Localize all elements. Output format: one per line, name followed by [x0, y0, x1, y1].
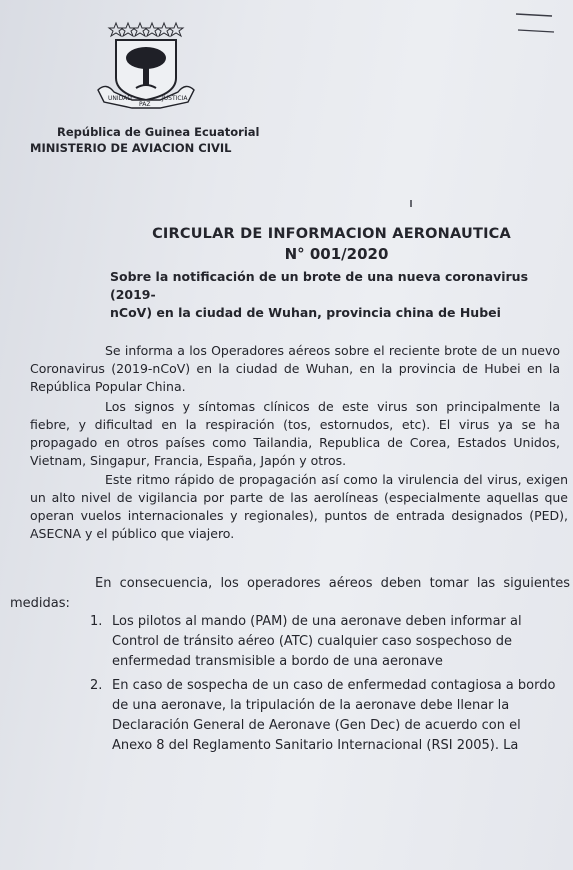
- paragraph-measures-intro: [10, 574, 570, 614]
- paragraph-vigilance: [30, 471, 568, 543]
- issuer-block: [30, 124, 290, 156]
- paragraph-text: Los signos y síntomas clínicos de este virus son principalmente la fiebre, y dificultad en la respiración (tos, estornudos, etc). El virus ya se ha propagado en otros países como Tailandia, Republica de Corea, Estados Unidos, Vietnam, Singapur, Francia, España, Japón y otros.: [30, 399, 560, 468]
- ministry-name: MINISTERIO DE AVIACION CIVIL: [30, 141, 232, 155]
- circular-subject: [110, 268, 558, 322]
- paragraph-text: Este ritmo rápido de propagación así como la virulencia del virus, exigen un alto nivel de vigilancia por parte de las aerolíneas (especialmente aquellas que operan vuelos internacionales y regionales), puntos de entrada designados (PED), ASECNA y el público que viajero.: [30, 472, 568, 541]
- paragraph-outbreak-notice: [30, 342, 560, 396]
- svg-text:UNIDAD: UNIDAD: [108, 95, 132, 102]
- list-item: [90, 612, 573, 672]
- list-item-line: Declaración General de Aeronave (Gen Dec) de acuerdo con el: [112, 718, 521, 733]
- list-item-line: En caso de sospecha de un caso de enfermedad contagiosa a bordo: [112, 678, 556, 693]
- coat-of-arms-icon: [92, 20, 198, 110]
- list-item: [90, 676, 573, 756]
- paragraph-text: En consecuencia, los operadores aéreos deben tomar las siguientes medidas:: [10, 576, 570, 611]
- list-item-line: Anexo 8 del Reglamento Sanitario Internacional (RSI 2005). La: [112, 738, 519, 753]
- circular-number: N° 001/2020: [284, 245, 389, 263]
- list-item-line: Los pilotos al mando (PAM) de una aeronave deben informar al: [112, 614, 522, 629]
- paragraph-symptoms: [30, 398, 560, 470]
- circular-title: CIRCULAR DE INFORMACION AERONAUTICA: [152, 226, 511, 242]
- list-item-number: 2.: [90, 678, 103, 693]
- subject-line: nCoV) en la ciudad de Wuhan, provincia china de Hubei: [110, 305, 501, 320]
- list-item-line: de una aeronave, la tripulación de la aeronave debe llenar la: [112, 698, 510, 713]
- country-name: República de Guinea Ecuatorial: [57, 125, 260, 139]
- list-item-line: enfermedad transmisible a bordo de una aeronave: [112, 654, 443, 669]
- subject-line: Sobre la notificación de un brote de una nueva coronavirus (2019-: [110, 269, 529, 302]
- list-item-line: Control de tránsito aéreo (ATC) cualquier caso sospechoso de: [112, 634, 512, 649]
- list-item-number: 1.: [90, 614, 103, 629]
- handwritten-marks: [508, 8, 568, 48]
- pen-mark: [408, 200, 414, 208]
- measures-list: [90, 612, 573, 760]
- paragraph-text: Se informa a los Operadores aéreos sobre el reciente brote de un nuevo Coronavirus (2019-nCoV) en la ciudad de Wuhan, en la provincia de Hubei en la República Popular China.: [30, 343, 560, 394]
- svg-text:PAZ: PAZ: [139, 101, 151, 108]
- svg-text:JUSTICIA: JUSTICIA: [162, 95, 188, 102]
